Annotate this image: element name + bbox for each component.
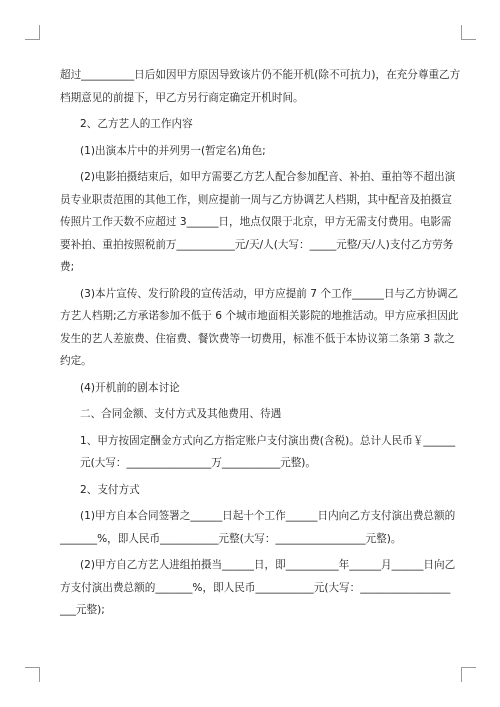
section-heading-contract-amount (60, 403, 442, 426)
crop-mark-bottom-left (25, 667, 40, 682)
section-heading-work-content (60, 113, 442, 136)
text-line: 费; (60, 261, 75, 273)
text-line: ___元整); (60, 604, 105, 616)
text-line: 约定。 (60, 355, 92, 367)
paragraph-start-delay (60, 64, 461, 109)
crop-mark-top-right (461, 25, 476, 40)
text-line: (4)开机前的剧本讨论 (80, 381, 180, 394)
text-line: (1)甲方自本合同签署之______日起十个工作______日内向乙方支付演出费总额的 (80, 510, 456, 522)
text-line: 要补拍、重拍按照税前万___________元/天/人(大写：_____元整/天/人)支付乙方劳务 (60, 238, 454, 251)
text-line: 员专业职责范围的其他工作，则应提前一周与乙方协调艺人档期，其中配音及拍摄宣 (60, 193, 452, 206)
text-line: 1、甲方按固定酬金方式向乙方指定账户支付演出费(含税)。总计人民币￥______ (80, 434, 456, 447)
paragraph-promotion (60, 283, 459, 373)
text-line: 档期意见的前提下，甲乙方另行商定确定开机时间。 (60, 91, 304, 104)
text-line: 超过__________日后如因甲方原因导致该片仍不能开机(除不可抗力)，在充分尊重乙方 (60, 69, 461, 81)
paragraph-fixed-fee (60, 430, 456, 475)
crop-mark-bottom-right (461, 667, 476, 682)
crop-mark-top-left (25, 25, 40, 40)
text-line: (3)本片宣传、发行阶段的宣传活动，甲方应提前 7 个工作______日与乙方协调乙 (80, 287, 459, 300)
text-line: 传照片工作天数不应超过 3______日，地点仅限于北京，甲方无需支付费用。电影需 (60, 216, 452, 228)
text-line: 元(大写：________________万___________元整)。 (80, 457, 317, 469)
paragraph-payment-1 (60, 505, 456, 550)
text-line: (1)出演本片中的并列男一(暂定名)角色; (80, 144, 266, 157)
section-heading-payment-method (60, 479, 442, 502)
document-body (60, 64, 461, 626)
text-line: (2)甲方自乙方艺人进组拍摄当______日，即__________年______月______日向乙 (80, 559, 456, 571)
text-line: (2)电影拍摄结束后，如甲方需要乙方艺人配合参加配音、补拍、重拍等不超出演 (80, 171, 456, 183)
paragraph-payment-2 (60, 554, 456, 622)
text-line: 二、合同金额、支付方式及其他费用、待遇 (80, 408, 282, 420)
text-line: 方支付演出费总额的_______%，即人民币___________元(大写：_________________ (60, 581, 451, 594)
paragraph-script-discussion (60, 377, 442, 400)
paragraph-role (60, 140, 442, 163)
paragraph-post-production (60, 166, 456, 279)
text-line: 发生的艺人差旅费、住宿费、餐饮费等一切费用，标准不低于本协议第二条第 3 款之 (60, 332, 455, 345)
text-line: 2、支付方式 (80, 483, 140, 496)
text-line: 2、乙方艺人的工作内容 (80, 118, 193, 130)
text-line: _______%，即人民币___________元整(大写：_________________元整)。 (60, 532, 402, 545)
text-line: 方艺人档期;乙方承诺参加不低于 6 个城市地面相关影院的地推活动。甲方应承担因此 (60, 310, 459, 322)
